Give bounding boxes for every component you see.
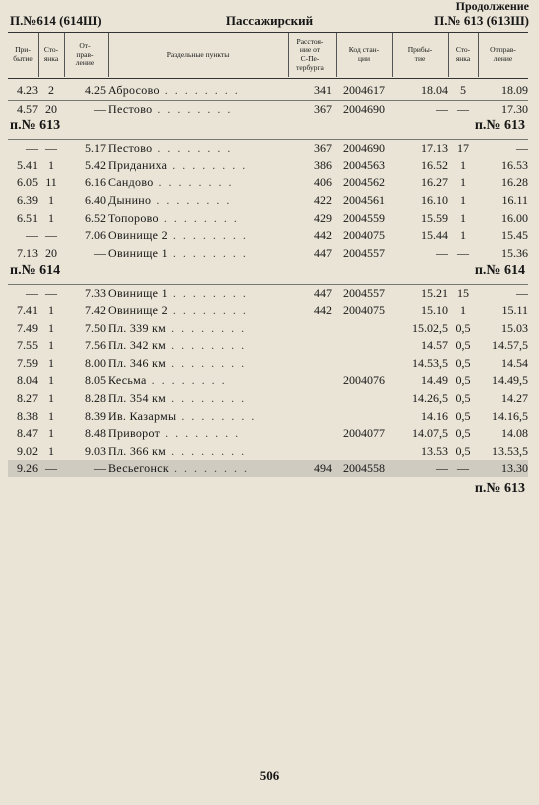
cell-dep-left: 6.52 <box>85 210 106 225</box>
cell-arr-left: 8.27 <box>17 391 38 405</box>
cell-dep-left: 8.00 <box>85 355 106 370</box>
cell-dep-right: 16.53 <box>501 157 528 172</box>
cell-arr-right: 16.52 <box>421 157 448 172</box>
train-label-613-bottom: п.№ 613 <box>474 481 525 496</box>
column-headers <box>8 33 528 77</box>
cell-dep-left: 7.33 <box>85 286 106 301</box>
table-row <box>8 192 528 209</box>
column-header-stop-left: Сто- янка <box>43 45 59 63</box>
column-separator <box>108 33 109 77</box>
cell-distance: 447 <box>314 245 332 260</box>
column-header-stop-right: Сто- янка <box>455 45 471 63</box>
cell-arr-right: 15.02,5 <box>412 320 448 335</box>
header-bottom-rule <box>8 78 528 79</box>
cell-stop-left: 1 <box>48 303 54 317</box>
cell-arr-right: — <box>436 101 448 116</box>
cell-stop-left: 1 <box>48 355 54 370</box>
train-label-613-right: п.№ 613 <box>474 118 525 134</box>
station-name: Кесьма . . . . . . . . <box>108 373 227 388</box>
cell-dep-left: — <box>94 461 106 476</box>
column-separator <box>38 33 39 77</box>
cell-arr-left: 9.02 <box>17 443 38 458</box>
station-name: Приворот . . . . . . . . <box>108 426 241 441</box>
cell-dep-right: 18.09 <box>501 83 528 97</box>
cell-distance: 367 <box>314 101 332 116</box>
cell-stop-right: 0,5 <box>455 391 471 405</box>
table-row <box>8 408 528 425</box>
table-row <box>8 320 528 337</box>
station-name: Пл. 346 км . . . . . . . . <box>108 355 247 370</box>
table-row <box>8 210 528 227</box>
cell-stop-left: — <box>45 461 57 476</box>
cell-stop-right: — <box>457 461 469 476</box>
cell-stop-right: — <box>457 101 469 116</box>
cell-stop-right: 1 <box>460 303 466 317</box>
table-row <box>8 425 528 442</box>
cell-dep-right: — <box>516 286 528 301</box>
cell-distance: 422 <box>314 193 332 207</box>
cell-arr-left: 7.41 <box>17 303 38 317</box>
cell-code: 2004075 <box>343 303 385 317</box>
cell-distance: 442 <box>314 228 332 243</box>
station-name: Сандово . . . . . . . . <box>108 175 234 190</box>
cell-arr-right: 14.07,5 <box>412 426 448 441</box>
station-name: Пл. 342 км . . . . . . . . <box>108 338 247 353</box>
cell-stop-right: 1 <box>460 157 466 172</box>
cell-arr-left: 7.59 <box>17 355 38 370</box>
cell-arr-right: 14.53,5 <box>412 355 448 370</box>
cell-arr-left: 5.41 <box>17 157 38 172</box>
cell-stop-right: 0,5 <box>455 426 471 441</box>
column-header-arr-left: При- бытие <box>13 45 33 63</box>
cell-dep-left: 5.17 <box>85 141 106 156</box>
table-row <box>8 227 528 244</box>
cell-arr-left: 9.26 <box>17 461 38 476</box>
cell-arr-left: 8.38 <box>17 408 38 423</box>
cell-dep-right: 15.11 <box>501 303 528 317</box>
cell-code: 2004558 <box>343 461 385 476</box>
cell-distance: 386 <box>314 157 332 172</box>
cell-arr-right: 17.13 <box>421 141 448 156</box>
cell-arr-right: 15.59 <box>421 210 448 225</box>
station-name: Пл. 366 км . . . . . . . . <box>108 443 247 458</box>
cell-dep-right: 16.11 <box>501 193 528 207</box>
cell-dep-right: 14.54 <box>501 355 528 370</box>
cell-code: 2004557 <box>343 286 385 301</box>
table-row <box>8 100 528 118</box>
cell-dep-left: 7.42 <box>85 303 106 317</box>
cell-arr-left: — <box>26 228 38 243</box>
cell-arr-right: 14.16 <box>421 408 448 423</box>
station-name: Приданиха . . . . . . . . <box>108 157 248 172</box>
station-name: Овинище 1 . . . . . . . . <box>108 286 248 301</box>
cell-arr-right: 15.44 <box>421 228 448 243</box>
cell-code: 2004563 <box>343 157 385 172</box>
station-name: Абросово . . . . . . . . <box>108 83 240 97</box>
cell-code: 2004690 <box>343 101 385 116</box>
cell-stop-left: 11 <box>45 175 57 190</box>
cell-arr-right: — <box>436 245 448 260</box>
cell-arr-left: 6.39 <box>17 193 38 207</box>
cell-dep-left: 8.48 <box>85 426 106 441</box>
cell-arr-left: 7.55 <box>17 338 38 353</box>
table-row <box>8 284 528 302</box>
cell-dep-left: — <box>94 101 106 116</box>
train-label-614-left: п.№ 614 <box>10 263 61 279</box>
train-category: Пассажирский <box>225 13 314 28</box>
cell-arr-left: — <box>26 286 38 301</box>
cell-stop-right: 5 <box>460 83 466 97</box>
cell-stop-left: 1 <box>48 320 54 335</box>
cell-arr-right: 18.04 <box>421 83 448 97</box>
station-name: Весьегонск . . . . . . . . <box>108 461 249 476</box>
cell-dep-left: 8.05 <box>85 373 106 388</box>
cell-dep-right: 15.36 <box>501 245 528 260</box>
left-train-header: П.№614 (614Ш) <box>10 13 102 28</box>
cell-stop-right: 1 <box>460 210 466 225</box>
column-header-code: Код стан- ции <box>348 45 380 63</box>
column-separator <box>288 33 289 77</box>
cell-stop-left: 1 <box>48 157 54 172</box>
cell-code: 2004557 <box>343 245 385 260</box>
cell-arr-left: 4.23 <box>17 83 38 97</box>
cell-stop-left: — <box>45 286 57 301</box>
cell-dep-right: 16.28 <box>501 175 528 190</box>
cell-arr-left: 4.57 <box>17 101 38 116</box>
cell-stop-right: 0,5 <box>455 338 471 353</box>
cell-code: 2004562 <box>343 175 385 190</box>
cell-stop-left: — <box>45 228 57 243</box>
cell-distance: 494 <box>314 461 332 476</box>
table-row <box>8 82 528 99</box>
cell-stop-left: 20 <box>45 245 57 260</box>
cell-stop-left: — <box>45 141 57 156</box>
cell-dep-left: 8.28 <box>85 391 106 405</box>
table-row <box>8 157 528 174</box>
cell-dep-right: 14.16,5 <box>492 408 528 423</box>
cell-stop-right: 1 <box>460 193 466 207</box>
cell-dep-left: 8.39 <box>85 408 106 423</box>
table-row <box>8 390 528 407</box>
cell-arr-right: 16.10 <box>421 193 448 207</box>
cell-stop-left: 2 <box>48 83 54 97</box>
column-header-stations: Раздельные пункты <box>166 49 230 59</box>
station-name: Овинище 1 . . . . . . . . <box>108 245 248 260</box>
column-separator <box>478 33 479 77</box>
station-name: Овинище 2 . . . . . . . . <box>108 303 248 317</box>
cell-stop-left: 1 <box>48 426 54 441</box>
cell-distance: 367 <box>314 141 332 156</box>
cell-code: 2004559 <box>343 210 385 225</box>
cell-arr-left: 7.49 <box>17 320 38 335</box>
cell-stop-left: 1 <box>48 391 54 405</box>
cell-dep-left: 7.06 <box>85 228 106 243</box>
table-row <box>8 139 528 157</box>
column-separator <box>392 33 393 77</box>
station-name: Дынино . . . . . . . . <box>108 193 232 207</box>
cell-stop-right: 0,5 <box>455 443 471 458</box>
cell-dep-right: 13.53,5 <box>492 443 528 458</box>
cell-arr-left: 8.47 <box>17 426 38 441</box>
cell-arr-right: — <box>436 461 448 476</box>
cell-stop-right: 0,5 <box>455 408 471 423</box>
cell-code: 2004690 <box>343 141 385 156</box>
column-header-arr-right: Прибы- тие <box>407 45 433 63</box>
cell-code: 2004617 <box>343 83 385 97</box>
cell-stop-left: 1 <box>48 408 54 423</box>
cell-dep-right: — <box>516 141 528 156</box>
cell-dep-right: 16.00 <box>501 210 528 225</box>
cell-stop-right: 15 <box>457 286 469 301</box>
cell-dep-left: 7.50 <box>85 320 106 335</box>
cell-stop-right: — <box>457 245 469 260</box>
cell-arr-right: 15.10 <box>421 303 448 317</box>
continuation-label: Продолжение <box>455 0 529 13</box>
cell-distance: 442 <box>314 303 332 317</box>
table-row <box>8 174 528 191</box>
cell-arr-right: 14.57 <box>421 338 448 353</box>
cell-stop-left: 1 <box>48 373 54 388</box>
cell-dep-right: 17.30 <box>501 101 528 116</box>
cell-dep-left: 9.03 <box>85 443 106 458</box>
station-name: Ив. Казармы . . . . . . . . <box>108 408 257 423</box>
cell-arr-right: 14.26,5 <box>412 391 448 405</box>
train-label-613-left: п.№ 613 <box>10 118 61 134</box>
column-header-dep-right: Отправ- ление <box>490 45 516 63</box>
cell-dep-left: 6.40 <box>85 193 106 207</box>
cell-dep-left: 6.16 <box>85 175 106 190</box>
cell-dep-right: 14.57,5 <box>492 338 528 353</box>
cell-dep-right: 14.27 <box>501 391 528 405</box>
cell-stop-right: 1 <box>460 175 466 190</box>
station-name: Пестово . . . . . . . . <box>108 141 233 156</box>
cell-distance: 447 <box>314 286 332 301</box>
station-name: Овинище 2 . . . . . . . . <box>108 228 248 243</box>
cell-distance: 406 <box>314 175 332 190</box>
cell-distance: 341 <box>314 83 332 97</box>
table-row <box>8 355 528 372</box>
cell-stop-right: 17 <box>457 141 469 156</box>
cell-code: 2004075 <box>343 228 385 243</box>
cell-stop-right: 0,5 <box>455 320 471 335</box>
table-row <box>8 460 528 477</box>
column-separator <box>336 33 337 77</box>
cell-stop-left: 1 <box>48 443 54 458</box>
cell-arr-right: 13.53 <box>421 443 448 458</box>
cell-dep-right: 14.08 <box>501 426 528 441</box>
cell-arr-left: 8.04 <box>17 373 38 388</box>
column-separator <box>448 33 449 77</box>
cell-stop-left: 1 <box>48 210 54 225</box>
cell-code: 2004076 <box>343 373 385 388</box>
cell-code: 2004077 <box>343 426 385 441</box>
cell-stop-right: 0,5 <box>455 355 471 370</box>
station-name: Топорово . . . . . . . . <box>108 210 239 225</box>
column-separator <box>64 33 65 77</box>
column-header-distance: Расстоя- ние от С-Пе- тербурга <box>296 36 324 72</box>
station-name: Пл. 339 км . . . . . . . . <box>108 320 247 335</box>
right-train-header: П.№ 613 (613Ш) <box>434 13 529 28</box>
table-row <box>8 245 528 262</box>
cell-arr-left: 7.13 <box>17 245 38 260</box>
cell-stop-left: 20 <box>45 101 57 116</box>
station-name: Пестово . . . . . . . . <box>108 101 233 116</box>
cell-stop-left: 1 <box>48 193 54 207</box>
table-row <box>8 372 528 389</box>
cell-dep-left: 5.42 <box>85 157 106 172</box>
cell-stop-right: 0,5 <box>455 373 471 388</box>
cell-arr-right: 16.27 <box>421 175 448 190</box>
cell-arr-left: — <box>26 141 38 156</box>
cell-stop-right: 1 <box>460 228 466 243</box>
station-name: Пл. 354 км . . . . . . . . <box>108 391 247 405</box>
cell-dep-right: 13.30 <box>501 461 528 476</box>
column-header-dep-left: От- прав- ление <box>75 41 95 68</box>
cell-stop-left: 1 <box>48 338 54 353</box>
cell-arr-left: 6.51 <box>17 210 38 225</box>
cell-distance: 429 <box>314 210 332 225</box>
cell-code: 2004561 <box>343 193 385 207</box>
cell-dep-left: 7.56 <box>85 338 106 353</box>
table-row <box>8 337 528 354</box>
cell-dep-left: 4.25 <box>85 83 106 97</box>
cell-dep-left: — <box>94 245 106 260</box>
cell-arr-left: 6.05 <box>17 175 38 190</box>
cell-dep-right: 15.45 <box>501 228 528 243</box>
cell-dep-right: 14.49,5 <box>492 373 528 388</box>
train-label-614-right: п.№ 614 <box>474 263 525 279</box>
table-row <box>8 302 528 319</box>
cell-arr-right: 14.49 <box>421 373 448 388</box>
table-row <box>8 443 528 460</box>
cell-arr-right: 15.21 <box>421 286 448 301</box>
cell-dep-right: 15.03 <box>501 320 528 335</box>
page-number: 506 <box>259 768 280 783</box>
